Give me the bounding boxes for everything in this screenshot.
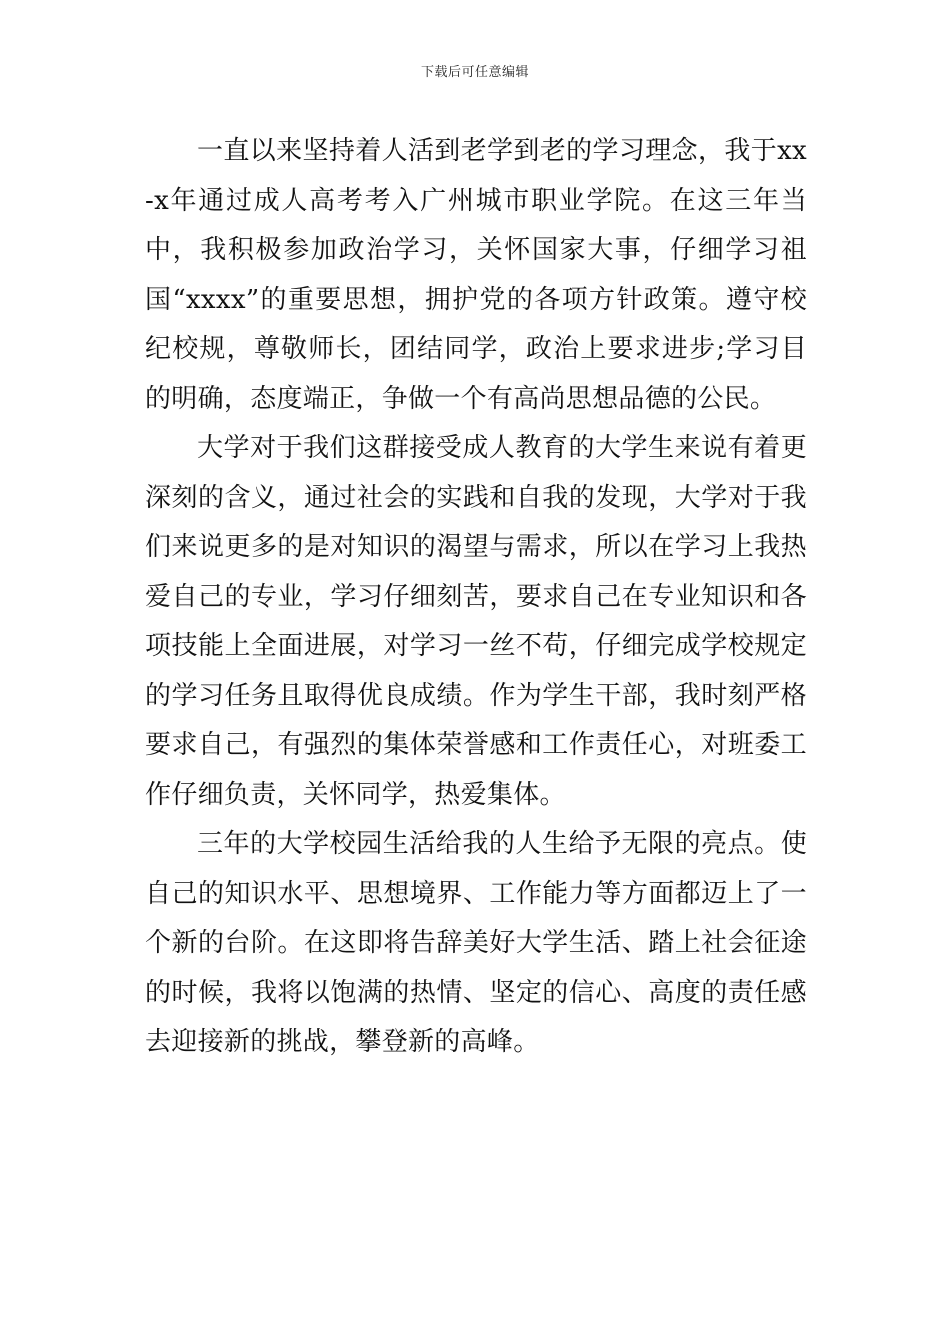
paragraph-2: 大学对于我们这群接受成人教育的大学生来说有着更深刻的含义，通过社会的实践和自我的发现，大学对于我们来说更多的是对知识的渴望与需求，所以在学习上我热爱自己的专业，学习仔细刻苦，要求自己在专业知识和各项技能上全面进展，对学习一丝不苟，仔细完成学校规定的学习任务且取得优良成绩。作为学生干部，我时刻严格要求自己，有强烈的集体荣誉感和工作责任心，对班委工作仔细负责，关怀同学，热爱集体。 [145, 433, 807, 810]
paragraph-3: 三年的大学校园生活给我的人生给予无限的亮点。使自己的知识水平、思想境界、工作能力等方面都迈上了一个新的台阶。在这即将告辞美好大学生活、踏上社会征途的时候，我将以饱满的热情、坚定的信心、高度的责任感去迎接新的挑战，攀登新的高峰。 [145, 829, 807, 1057]
paragraph-1: 一直以来坚持着人活到老学到老的学习理念，我于xx-x年通过成人高考考入广州城市职业学院。在这三年当中，我积极参加政治学习，关怀国家大事，仔细学习祖国“xxxx”的重要思想，拥护党的各项方针政策。遵守校纪校规，尊敬师长，团结同学，政治上要求进步;学习目的明确，态度端正，争做一个有高尚思想品德的公民。 [145, 136, 807, 414]
document-body [145, 127, 807, 1068]
header-note: 下载后可任意编辑 [420, 65, 529, 80]
